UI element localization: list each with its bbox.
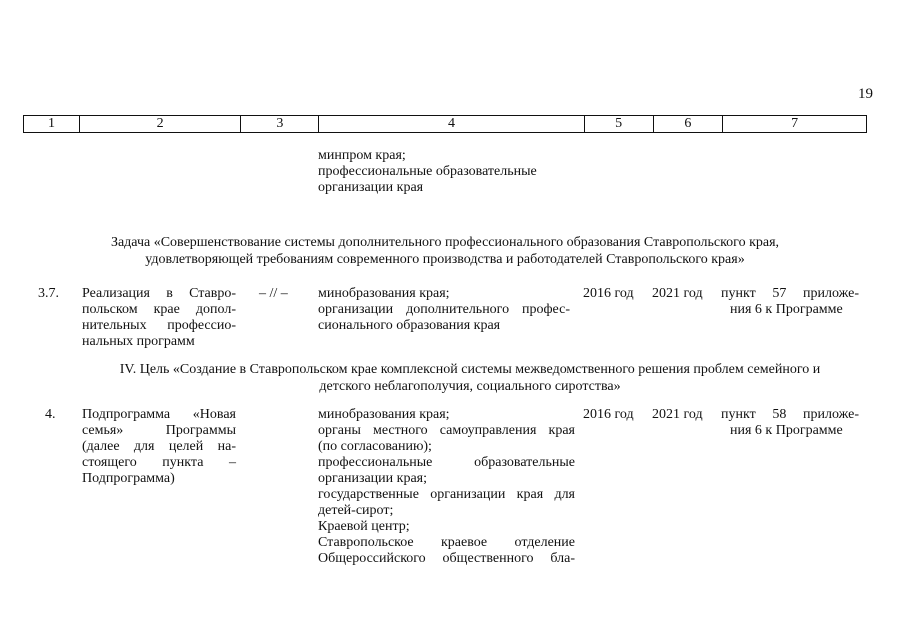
ditto-mark: – // –	[259, 286, 288, 301]
text-line: (далее для целей на-	[82, 439, 236, 454]
text-line: детей-сирот;	[318, 503, 394, 518]
heading-line: IV. Цель «Создание в Ставропольском крае комплексной системы межведомственного решения проблем семейного и	[119, 362, 821, 377]
page-number: 19	[858, 86, 873, 102]
text-line: Общероссийского общественного бла-	[318, 551, 575, 566]
column-number-4: 4	[319, 116, 584, 132]
text-line: Краевой центр;	[318, 519, 410, 534]
text-line: нительных профессио-	[82, 318, 236, 333]
continued-executors	[318, 148, 537, 196]
goal-heading	[40, 361, 900, 395]
start-year: 2016 год	[583, 286, 634, 301]
text-line: государственные организации края для	[318, 487, 575, 502]
text-line: нальных программ	[82, 334, 195, 349]
text-line: организации края	[318, 180, 424, 195]
text-line: Подпрограмма)	[82, 471, 175, 486]
row-number: 4.	[45, 407, 56, 422]
text-line: ния 6 к Программе	[730, 302, 843, 317]
text-line: минобразования края;	[318, 286, 450, 301]
program-reference	[721, 286, 859, 318]
text-line: ния 6 к Программе	[730, 423, 843, 438]
table-column-header	[23, 115, 867, 133]
text-line: профессиональные образовательные	[318, 164, 537, 179]
text-line: Ставропольское краевое отделение	[318, 535, 575, 550]
activity-name	[82, 407, 236, 487]
end-year: 2021 год	[652, 407, 703, 422]
column-number-5: 5	[585, 116, 654, 132]
text-line: пункт 57 приложе-	[721, 286, 859, 301]
text-line: минобразования края;	[318, 407, 450, 422]
text-line: сионального образования края	[318, 318, 501, 333]
executors	[318, 407, 575, 567]
heading-line: детского неблагополучия, социального сиротства»	[319, 379, 621, 394]
text-line: организации края;	[318, 471, 428, 486]
start-year: 2016 год	[583, 407, 634, 422]
heading-line: Задача «Совершенствование системы дополнительного профессионального образования Ставропольского края,	[110, 235, 780, 250]
text-line: Реализация в Ставро-	[82, 286, 236, 301]
text-line: профессиональные образовательные	[318, 455, 575, 470]
text-line: семья» Программы	[82, 423, 236, 438]
text-line: стоящего пункта –	[82, 455, 236, 470]
text-line: польском крае допол-	[82, 302, 236, 317]
row-number: 3.7.	[38, 286, 59, 301]
column-number-7: 7	[791, 116, 799, 131]
text-line: пункт 58 приложе-	[721, 407, 859, 422]
column-number-1: 1	[24, 116, 80, 132]
text-line: Подпрограмма «Новая	[82, 407, 236, 422]
task-heading	[40, 234, 850, 268]
column-number-6: 6	[654, 116, 724, 132]
executors	[318, 286, 570, 334]
text-line: (по согласованию);	[318, 439, 432, 454]
program-reference	[721, 407, 859, 439]
end-year: 2021 год	[652, 286, 703, 301]
text-line: органы местного самоуправления края	[318, 423, 575, 438]
heading-line: удовлетворяющей требованиям современного производства и работодателей Ставропольского края»	[145, 252, 745, 267]
column-number-2: 2	[80, 116, 242, 132]
column-number-3: 3	[241, 116, 319, 132]
text-line: минпром края;	[318, 148, 406, 163]
text-line: организации дополнительного профес-	[318, 302, 570, 317]
activity-name	[82, 286, 236, 350]
